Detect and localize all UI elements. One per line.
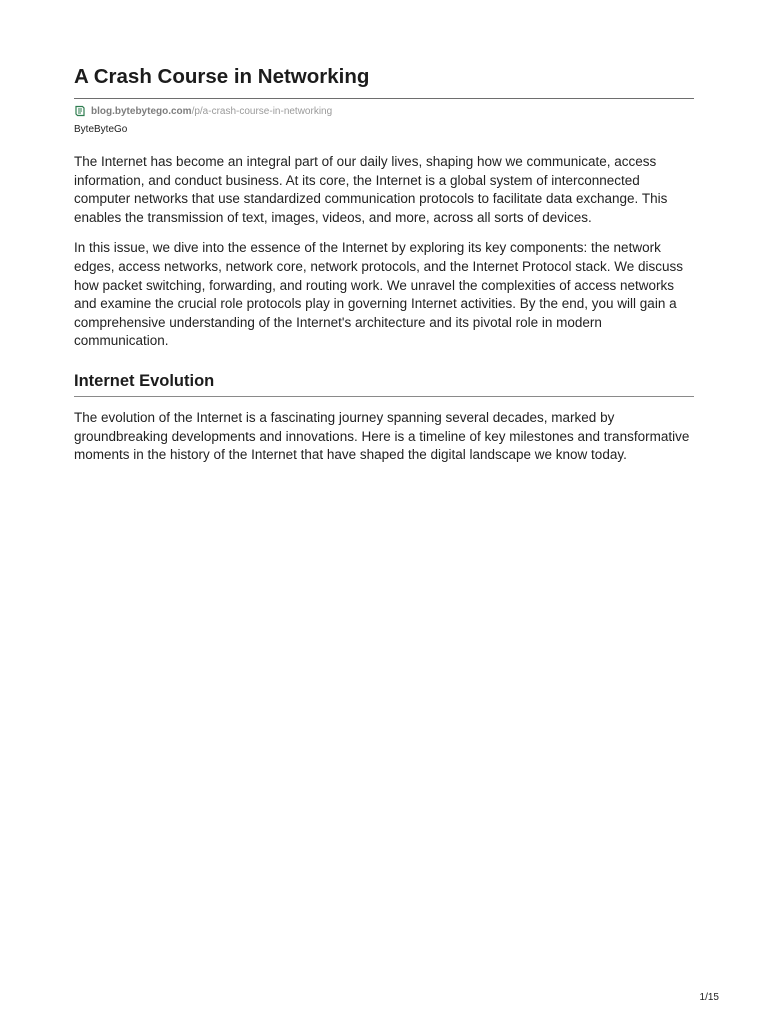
intro-paragraph-2: In this issue, we dive into the essence of the Internet by exploring its key components: the network edges, access networks, network core, network protocols, and the Internet Protocol stack. We discuss how packet switching, forwarding, and routing work. We unravel the complexities of access networks and examine the crucial role protocols play in governing Internet activities. By the end, you will gain a comprehensive understanding of the Internet's architecture and its pivotal role in modern communication. [74, 240, 684, 349]
intro-paragraph-1: The Internet has become an integral part of our daily lives, shaping how we communicate, access information, and conduct business. At its core, the Internet is a global system of interconnected computer networks that use standardized communication protocols to facilitate data exchange. This enables the transmission of text, images, videos, and more, across all sorts of devices. [74, 154, 668, 225]
document-page [74, 62, 694, 465]
bytebytego-logo-icon [74, 105, 86, 117]
document-title: A Crash Course in Networking [74, 62, 694, 99]
section-paragraph-1: The evolution of the Internet is a fascinating journey spanning several decades, marked by groundbreaking developments and innovations. Here is a timeline of key milestones and transformative moments in the history of the Internet that have shaped the digital landscape we know today. [74, 409, 690, 463]
source-domain: blog.bytebytego.com [91, 105, 192, 117]
source-link[interactable] [74, 104, 694, 118]
author-name: ByteByteGo [74, 124, 128, 135]
page-number: 1/15 [699, 992, 719, 1003]
source-path: /p/a-crash-course-in-networking [191, 105, 333, 117]
section-heading-internet-evolution: Internet Evolution [74, 370, 694, 397]
